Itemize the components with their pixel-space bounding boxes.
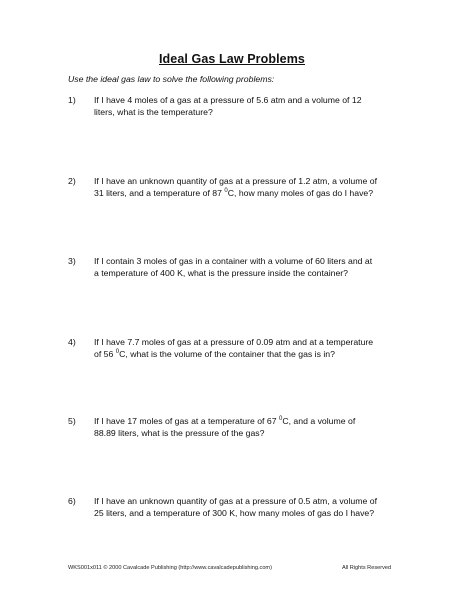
problem-number: 1) [68,95,76,105]
problem-line: 25 liters, and a temperature of 300 K, how many moles of gas do I have? [94,507,375,518]
problem-text [94,95,406,118]
problem-text [94,337,406,360]
problem-text [94,496,406,519]
problem-text [94,176,406,199]
degree-superscript: 0 [278,416,283,422]
problem-number: 4) [68,337,76,347]
problem-line: If I have 7.7 moles of gas at a pressure of 0.09 atm and at a temperature [94,337,374,347]
instructions: Use the ideal gas law to solve the following problems: [68,74,275,84]
problem-line: If I have an unknown quantity of gas at a pressure of 0.5 atm, a volume of [94,496,377,506]
problem-line [94,188,406,200]
degree-superscript: 0 [115,348,120,355]
footer-rights: All Rights Reserved [342,565,392,571]
problem-line: a temperature of 400 K, what is the pressure inside the container? [94,267,349,278]
problem-number: 5) [68,416,76,426]
problem-text [94,416,406,439]
problem-line: If I contain 3 moles of gas in a container with a volume of 60 liters and at [94,256,373,266]
page-title: Ideal Gas Law Problems [158,52,305,66]
problem-number: 3) [68,256,76,266]
line-part: If I have 17 moles of gas at a temperature of 67 [94,416,279,426]
problem-line [94,349,406,361]
line-part: C, what is the volume of the container that the gas is in? [119,348,335,359]
line-part: 31 liters, and a temperature of 87 [94,187,225,198]
problem-number: 2) [68,176,76,186]
problem-number: 6) [68,496,76,506]
problem-line: liters, what is the temperature? [94,106,213,117]
line-part: C, how many moles of gas do I have? [227,187,374,198]
footer-copyright: WKS001x011 © 2000 Cavalcade Publishing (http://www.cavalcadepublishing.com) [68,565,272,571]
problem-line: 88.89 liters, what is the pressure of the gas? [94,427,265,438]
line-part: of 56 [94,348,116,359]
problem-text [94,256,406,279]
problem-line: If I have 4 moles of a gas at a pressure of 5.6 atm and a volume of 12 [94,95,362,105]
problem-line: If I have an unknown quantity of gas at a pressure of 1.2 atm, a volume of [94,176,377,186]
line-part: C, and a volume of [282,416,356,426]
problem-line [94,416,406,428]
degree-superscript: 0 [224,187,228,194]
